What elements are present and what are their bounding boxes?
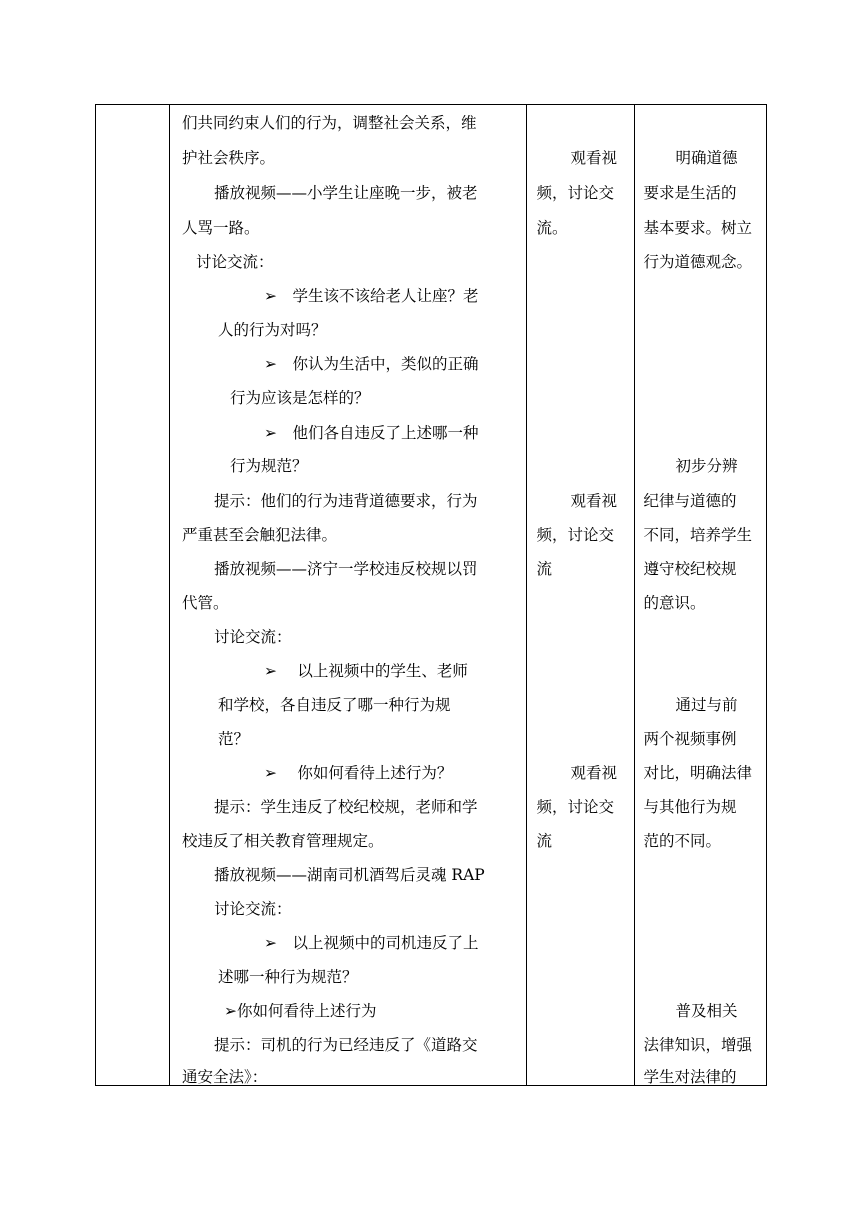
content-line: 们共同约束人们的行为，调整社会关系，维 — [181, 114, 477, 132]
purpose-line: 行为道德观念。 — [643, 253, 752, 271]
student-activity-cell — [526, 105, 635, 1086]
purpose-line: 纪律与道德的 — [643, 492, 737, 510]
content-line: 讨论交流： — [213, 900, 292, 918]
activity-line: 观看视 — [570, 492, 618, 510]
activity-line: 流。 — [536, 219, 568, 237]
content-line: 通安全法》： — [181, 1068, 268, 1086]
bullet-line: ➢ 他们各自违反了上述哪一种 — [263, 424, 479, 442]
content-line: 提示：司机的行为已经违反了《道路交 — [213, 1036, 478, 1054]
purpose-line: 初步分辨 — [675, 457, 738, 475]
bullet-line: ➢ 以上视频中的司机违反了上 — [263, 934, 479, 952]
table-row — [96, 105, 767, 1086]
content-line: 行为规范？ — [229, 457, 308, 475]
purpose-line: 法律知识，增强 — [643, 1036, 752, 1054]
content-line: 和学校，各自违反了哪一种行为规 — [217, 696, 451, 714]
purpose-line: 的意识。 — [643, 594, 706, 612]
content-line: 播放视频——小学生让座晚一步，被老 — [213, 184, 478, 202]
content-line: 述哪一种行为规范？ — [217, 968, 358, 986]
content-line: 范？ — [217, 730, 249, 748]
content-line: 讨论交流： — [213, 628, 292, 646]
activity-line: 频，讨论交 — [536, 526, 615, 544]
purpose-line: 要求是生活的 — [643, 184, 737, 202]
purpose-line: 两个视频事例 — [643, 730, 737, 748]
activity-line: 频，讨论交 — [536, 184, 615, 202]
content-line: 行为应该是怎样的？ — [229, 389, 370, 407]
design-purpose-cell — [635, 105, 767, 1086]
content-line: 播放视频——济宁一学校违反校规以罚 — [213, 560, 478, 578]
stage-cell — [96, 105, 170, 1086]
bullet-line: ➢ 你认为生活中，类似的正确 — [263, 355, 479, 373]
content-line: 人骂一路。 — [181, 219, 260, 237]
content-line: 讨论交流： — [195, 253, 274, 271]
content-line: 代管。 — [181, 594, 229, 612]
activity-line: 观看视 — [570, 764, 618, 782]
purpose-line: 遵守校纪校规 — [643, 560, 737, 578]
bullet-line: ➢ 以上视频中的学生、老师 — [263, 662, 468, 680]
content-line: 提示：他们的行为违背道德要求，行为 — [213, 492, 478, 510]
activity-line: 流 — [536, 560, 553, 578]
teaching-content-cell — [169, 105, 526, 1086]
purpose-line: 学生对法律的 — [643, 1068, 737, 1086]
content-line: 播放视频——湖南司机酒驾后灵魂 RAP — [213, 866, 485, 884]
activity-line: 流 — [536, 832, 553, 850]
purpose-line: 基本要求。树立 — [643, 219, 752, 237]
activity-line: 频，讨论交 — [536, 798, 615, 816]
activity-line: 观看视 — [570, 149, 618, 167]
purpose-line: 范的不同。 — [643, 832, 721, 850]
content-line: 校违反了相关教育管理规定。 — [181, 832, 384, 850]
purpose-line: 对比，明确法律 — [643, 764, 752, 782]
content-line: 护社会秩序。 — [181, 149, 275, 167]
purpose-line: 与其他行为规 — [643, 798, 737, 816]
purpose-line: 通过与前 — [675, 696, 738, 714]
content-line: 提示：学生违反了校纪校规，老师和学 — [213, 798, 478, 816]
content-line: 人的行为对吗？ — [217, 321, 327, 339]
purpose-line: 普及相关 — [675, 1002, 738, 1020]
bullet-line: ➢你如何看待上述行为 — [223, 1002, 377, 1020]
purpose-line: 明确道德 — [675, 149, 738, 167]
bullet-line: ➢ 你如何看待上述行为？ — [263, 764, 453, 782]
bullet-line: ➢ 学生该不该给老人让座？老 — [263, 287, 479, 305]
purpose-line: 不同，培养学生 — [643, 526, 752, 544]
lesson-table — [95, 104, 767, 1086]
content-line: 严重甚至会触犯法律。 — [181, 526, 337, 544]
